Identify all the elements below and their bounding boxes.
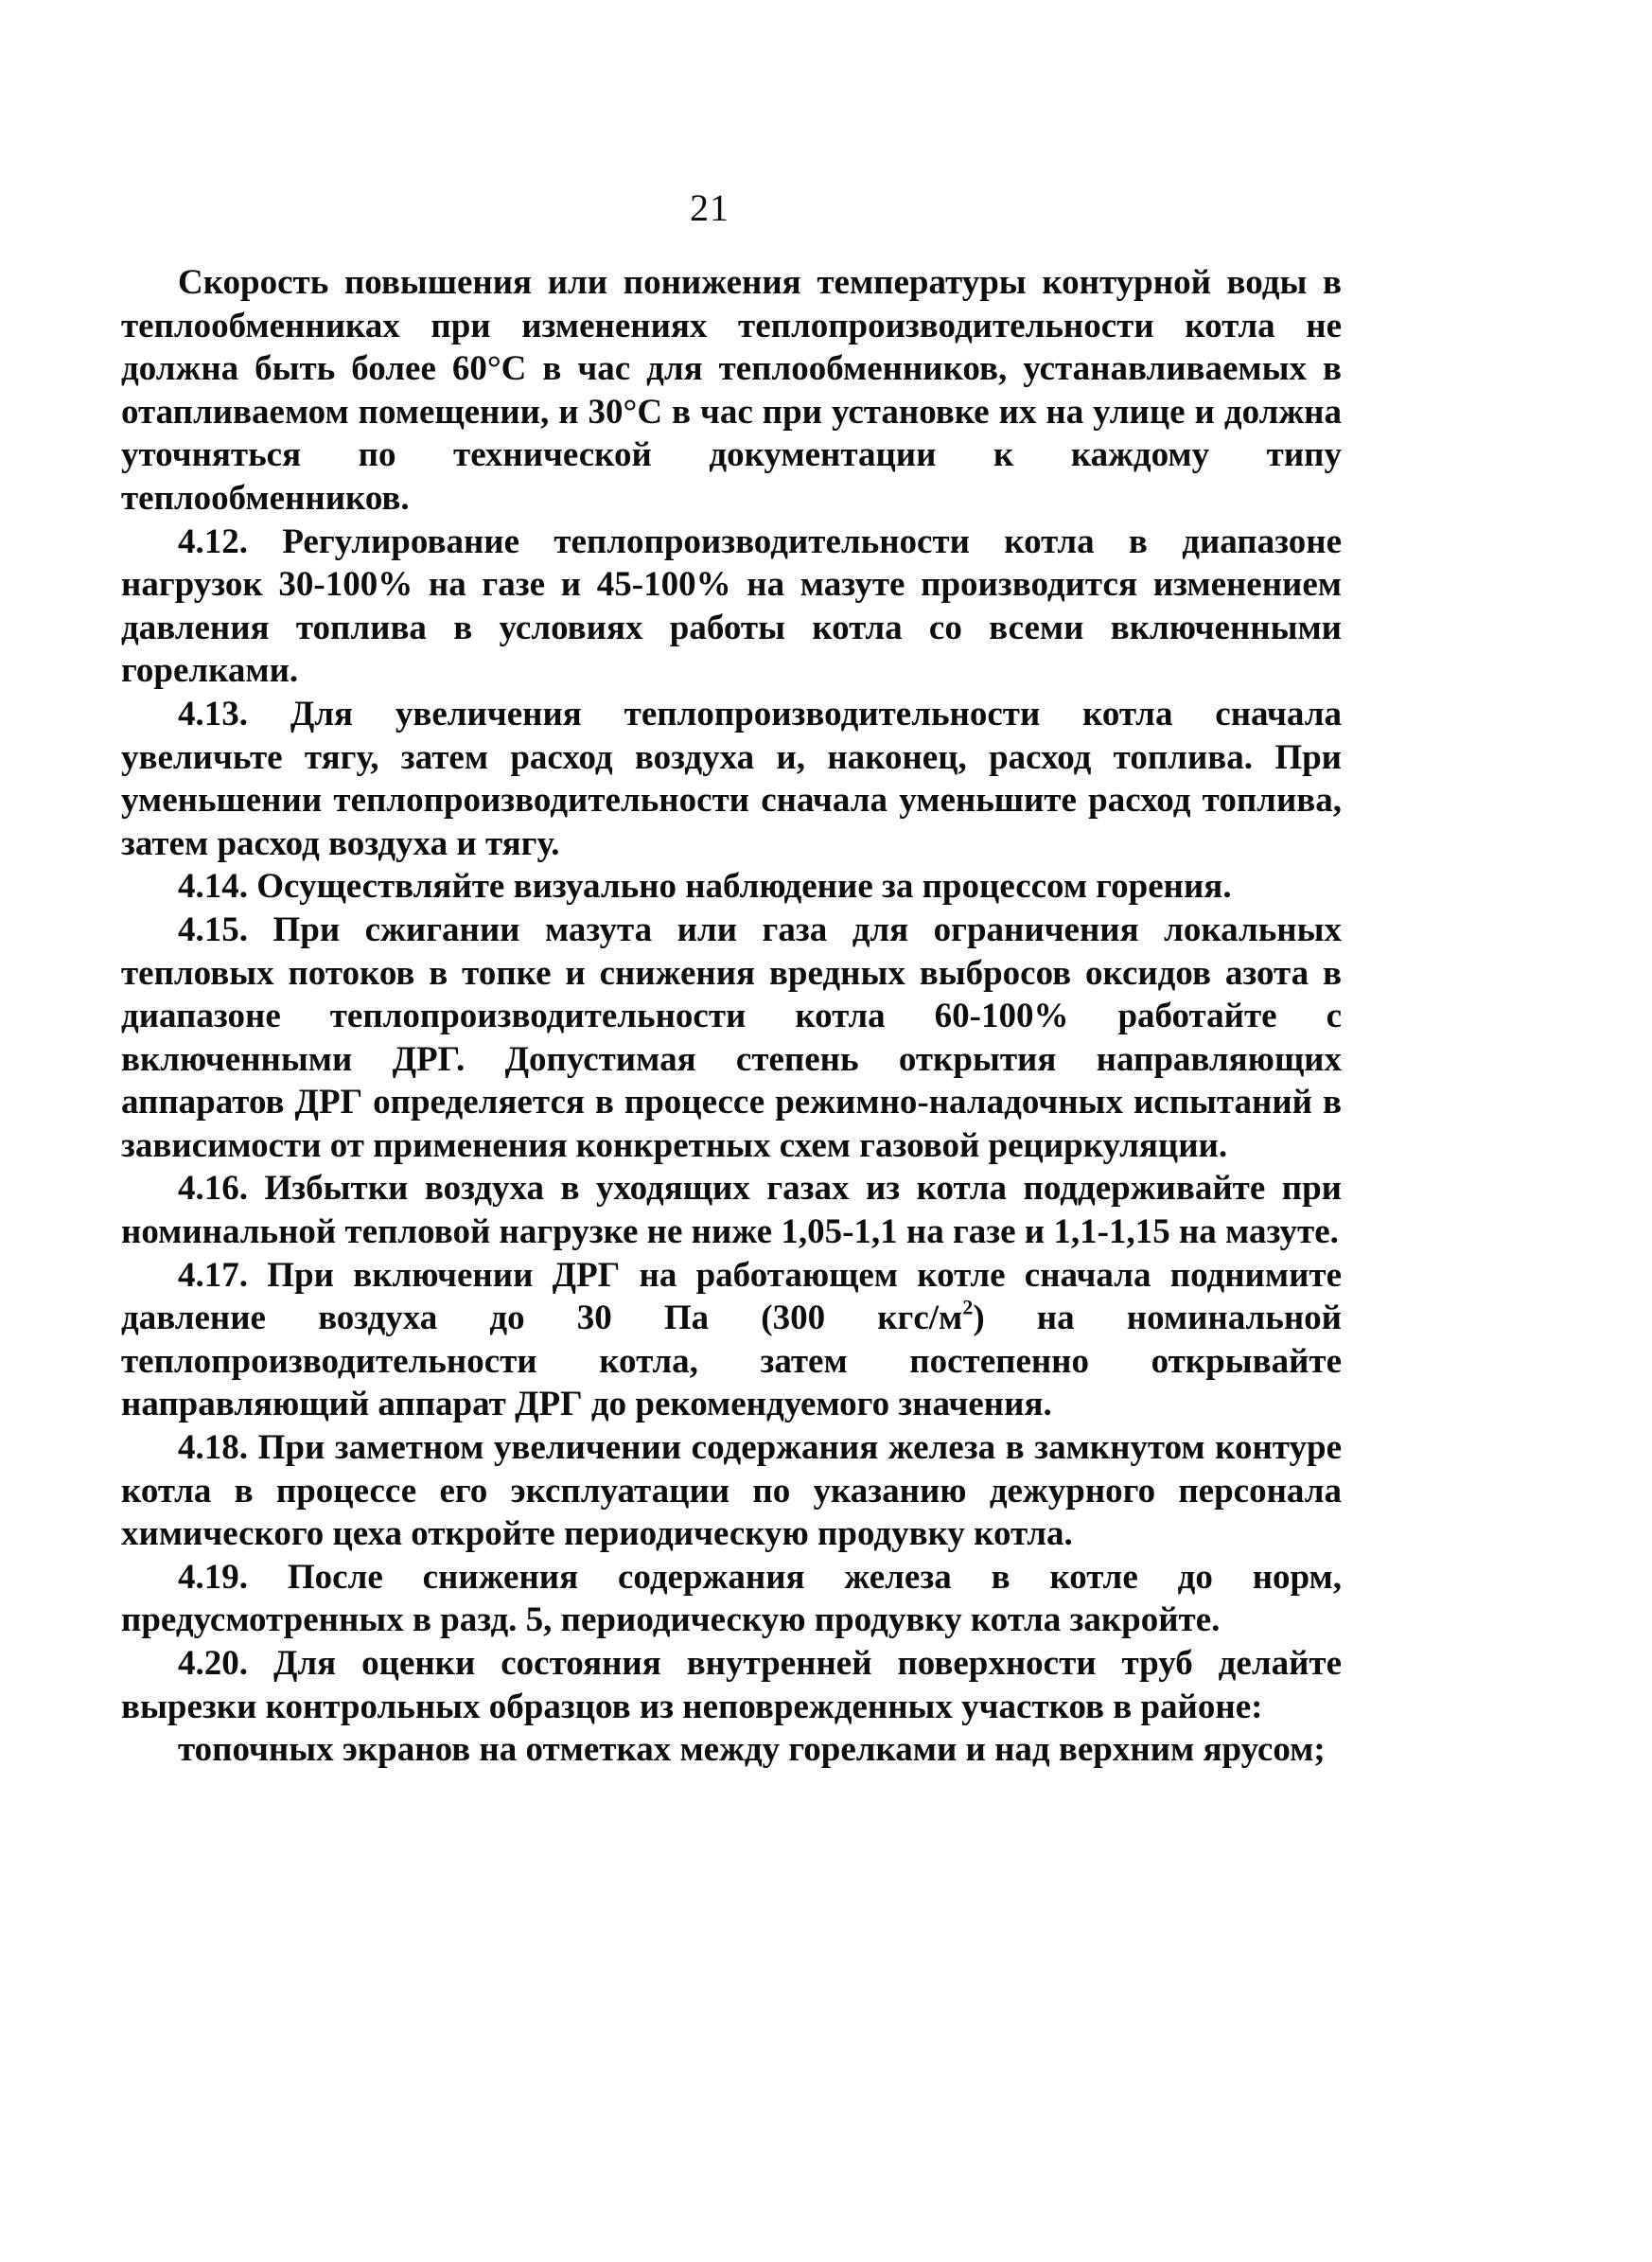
superscript-2: 2: [962, 1295, 974, 1319]
paragraph-4-14: 4.14. Осуществляйте визуально наблюдение за процессом горения.: [178, 867, 1232, 907]
paragraph-4-16: 4.16. Избытки воздуха в уходящих газах из котла поддерживайте при номинальной тепловой нагрузке не ниже 1,05-1,1 на газе и 1,1-1,15 на мазуте.: [121, 1169, 1342, 1252]
paragraph-4-20: 4.20. Для оценки состояния внутренней поверхности труб делайте вырезки контрольных образцов из неповрежденных участков в районе:: [121, 1644, 1342, 1726]
paragraph-4-19: 4.19. После снижения содержания железа в котле до норм, предусмотренных в разд. 5, периодическую продувку котла закройте.: [121, 1557, 1342, 1640]
paragraph-4-12: 4.12. Регулирование теплопроизводительности котла в диапазоне нагрузок 30-100% на газе и 45-100% на мазуте производится изменением давления топлива в условиях работы котла со всеми включенными горелками.: [121, 521, 1342, 691]
paragraph-4-13: 4.13. Для увеличения теплопроизводительности котла сначала увеличьте тягу, затем расход воздуха и, наконец, расход топлива. При уменьшении теплопроизводительности сначала уменьшите расход топлива, затем расход воздуха и тягу.: [121, 694, 1342, 863]
paragraph-4-20-item: топочных экранов на отметках между горелками и над верхним ярусом;: [178, 1730, 1326, 1770]
paragraph-4-17-part2: ) на номинальной теплопроизводительности котла, затем постепенно открывайте направляющий аппарат ДРГ до рекомендуемого значения.: [121, 1299, 1342, 1424]
paragraph: Скорость повышения или понижения температуры контурной воды в теплообменниках при изменениях теплопроизводительности котла не должна быть более 60°С в час для теплообменников, устанавливаемых в отапливаемом помещении, и 30°С в час при установке их на улице и должна уточняться по технической документации к каждому типу теплообменников.: [121, 263, 1342, 518]
paragraph-4-15: 4.15. При сжигании мазута или газа для ограничения локальных тепловых потоков в топке и снижения вредных выбросов оксидов азота в диапазоне теплопроизводительности котла 60-100% работайте с включенными ДРГ. Допустимая степень открытия направляющих аппаратов ДРГ определяется в процессе режимно-наладочных испытаний в зависимости от применения конкретных схем газовой рециркуляции.: [121, 910, 1342, 1165]
body-text: [121, 261, 1342, 1772]
paragraph-4-17: [121, 1254, 1342, 1426]
paragraph-4-18: 4.18. При заметном увеличении содержания железа в замкнутом контуре котла в процессе его эксплуатации по указанию дежурного персонала химического цеха откройте периодическую продувку котла.: [121, 1428, 1342, 1554]
paragraph-4-17-part1: 4.17. При включении ДРГ на работающем котле сначала поднимите давление воздуха до 30 Па (300 кгс/м: [121, 1255, 1342, 1338]
page-number: 21: [690, 186, 729, 229]
